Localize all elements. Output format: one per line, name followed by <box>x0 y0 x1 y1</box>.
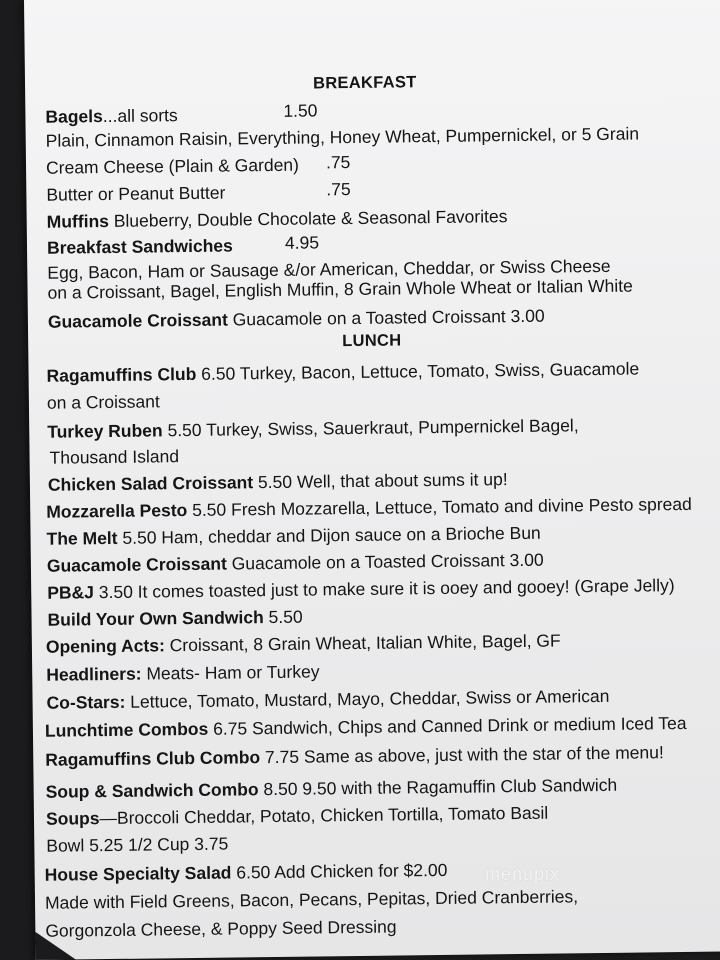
muffins-name: Muffins <box>46 210 110 232</box>
item-desc: 6.75 Sandwich, Chips and Canned Drink or medium Iced Tea <box>208 712 687 739</box>
item-name: Turkey Ruben <box>47 420 163 442</box>
bagels-desc: ...all sorts <box>102 105 178 127</box>
list-item <box>46 522 540 550</box>
list-item <box>49 445 179 469</box>
item-name: Co-Stars: <box>46 691 126 713</box>
list-item <box>46 802 548 830</box>
item-desc: —Broccoli Cheddar, Potato, Chicken Tortilla, Tomato Basil <box>99 802 549 829</box>
breakfast-heading: BREAKFAST <box>312 73 417 93</box>
item-name: House Specialty Salad <box>44 862 232 885</box>
item-desc: 5.50 Turkey, Swiss, Sauerkraut, Pumpernickel Bagel, <box>162 415 579 441</box>
item-desc: 5.50 <box>263 606 303 628</box>
item-desc: 5.50 Fresh Mozzarella, Lettuce, Tomato and divine Pesto spread <box>187 493 692 521</box>
lunch-heading: LUNCH <box>342 331 402 351</box>
item-name: The Melt <box>46 527 118 549</box>
item-name: Soups <box>45 808 100 829</box>
item-desc: 6.50 Add Chicken for $2.00 <box>231 859 448 883</box>
bagel-types: Plain, Cinnamon Raisin, Everything, Honey Wheat, Pumpernickel, or 5 Grain <box>45 123 640 151</box>
item-name: Build Your Own Sandwich <box>47 607 264 630</box>
item-name: Opening Acts: <box>45 635 165 657</box>
item-desc: Made with Field Greens, Bacon, Pecans, Pepitas, Dried Cranberries, <box>44 886 579 913</box>
list-item <box>47 414 579 442</box>
list-item <box>46 629 561 657</box>
list-item <box>45 916 396 942</box>
butter-item: Butter or Peanut Butter <box>46 182 226 205</box>
item-name: Mozzarella Pesto <box>46 500 188 522</box>
item-desc: 6.50 Turkey, Bacon, Lettuce, Tomato, Swiss, Guacamole <box>196 358 640 384</box>
item-name: Headliners: <box>46 663 142 685</box>
breakfast-sandwiches-price: 4.95 <box>284 232 320 253</box>
breakfast-sandwiches-name <box>47 234 233 258</box>
menu-paper <box>24 0 720 960</box>
item-desc: 3.50 It comes toasted just to make sure it is ooey and gooey! (Grape Jelly) <box>93 575 675 603</box>
item-desc: on a Croissant <box>46 391 160 413</box>
cream-cheese-item: Cream Cheese (Plain & Garden) <box>45 154 300 178</box>
list-item <box>47 574 675 604</box>
item-desc: Meats- Ham or Turkey <box>141 661 320 684</box>
item-desc: 5.50 Ham, cheddar and Dijon sauce on a Brioche Bun <box>117 522 541 548</box>
cream-cheese-price: .75 <box>325 152 351 173</box>
breakfast-guacamole-name: Guacamole Croissant <box>47 309 228 332</box>
item-desc: Guacamole on a Toasted Croissant 3.00 <box>226 549 544 574</box>
item-name: Chicken Salad Croissant <box>47 472 254 495</box>
breakfast-sandwiches-desc-1: Egg, Bacon, Ham or Sausage &/or American, Cheddar, or Swiss Cheese <box>47 255 611 283</box>
item-desc: 5.50 Well, that about sums it up! <box>253 469 508 493</box>
list-item <box>46 774 618 803</box>
list-item <box>47 606 302 631</box>
item-name: Ragamuffins Club <box>46 363 197 386</box>
bagels-price: 1.50 <box>283 100 318 121</box>
list-item <box>46 493 692 523</box>
list-item <box>48 468 508 496</box>
list-item <box>45 712 687 742</box>
list-item <box>45 885 578 914</box>
breakfast-guacamole-line <box>48 305 545 333</box>
breakfast-sandwiches-label: Breakfast Sandwiches <box>46 235 233 258</box>
item-desc: 7.75 Same as above, just with the star of the menu! <box>260 742 664 768</box>
item-name: Ragamuffins Club Combo <box>45 747 261 770</box>
item-desc: Bowl 5.25 1/2 Cup 3.75 <box>46 833 229 856</box>
list-item <box>46 660 320 685</box>
muffins-desc: Blueberry, Double Chocolate & Seasonal Favorites <box>108 206 508 231</box>
breakfast-sandwiches-desc-2: on a Croissant, Bagel, English Muffin, 8 Grain Whole Wheat or Italian White <box>47 275 633 303</box>
item-desc: Lettuce, Tomato, Mustard, Mayo, Cheddar, Swiss or American <box>125 685 610 712</box>
list-item <box>47 549 544 577</box>
item-name: Lunchtime Combos <box>44 718 209 741</box>
butter-price: .75 <box>326 179 351 200</box>
bagels-name: Bagels <box>45 106 103 127</box>
page-corner-shadow <box>35 931 75 959</box>
list-item <box>46 685 609 714</box>
breakfast-guacamole-desc: Guacamole on a Toasted Croissant 3.00 <box>227 305 545 330</box>
list-item <box>46 358 639 387</box>
item-desc: Croissant, 8 Grain Wheat, Italian White, Bagel, GF <box>164 630 561 656</box>
item-name: PB&J <box>47 582 95 603</box>
list-item <box>45 741 664 771</box>
item-name: Guacamole Croissant <box>46 553 227 576</box>
item-desc: Thousand Island <box>49 446 180 468</box>
watermark-logo: menupix <box>485 864 561 884</box>
muffins-line <box>47 205 508 233</box>
bagels-line <box>45 104 178 128</box>
list-item <box>47 390 160 413</box>
item-name: Soup & Sandwich Combo <box>45 779 259 802</box>
list-item <box>45 859 448 886</box>
item-desc: Gorgonzola Cheese, & Poppy Seed Dressing <box>45 916 397 941</box>
item-desc: 8.50 9.50 with the Ragamuffin Club Sandwich <box>258 774 618 800</box>
list-item <box>46 833 228 857</box>
